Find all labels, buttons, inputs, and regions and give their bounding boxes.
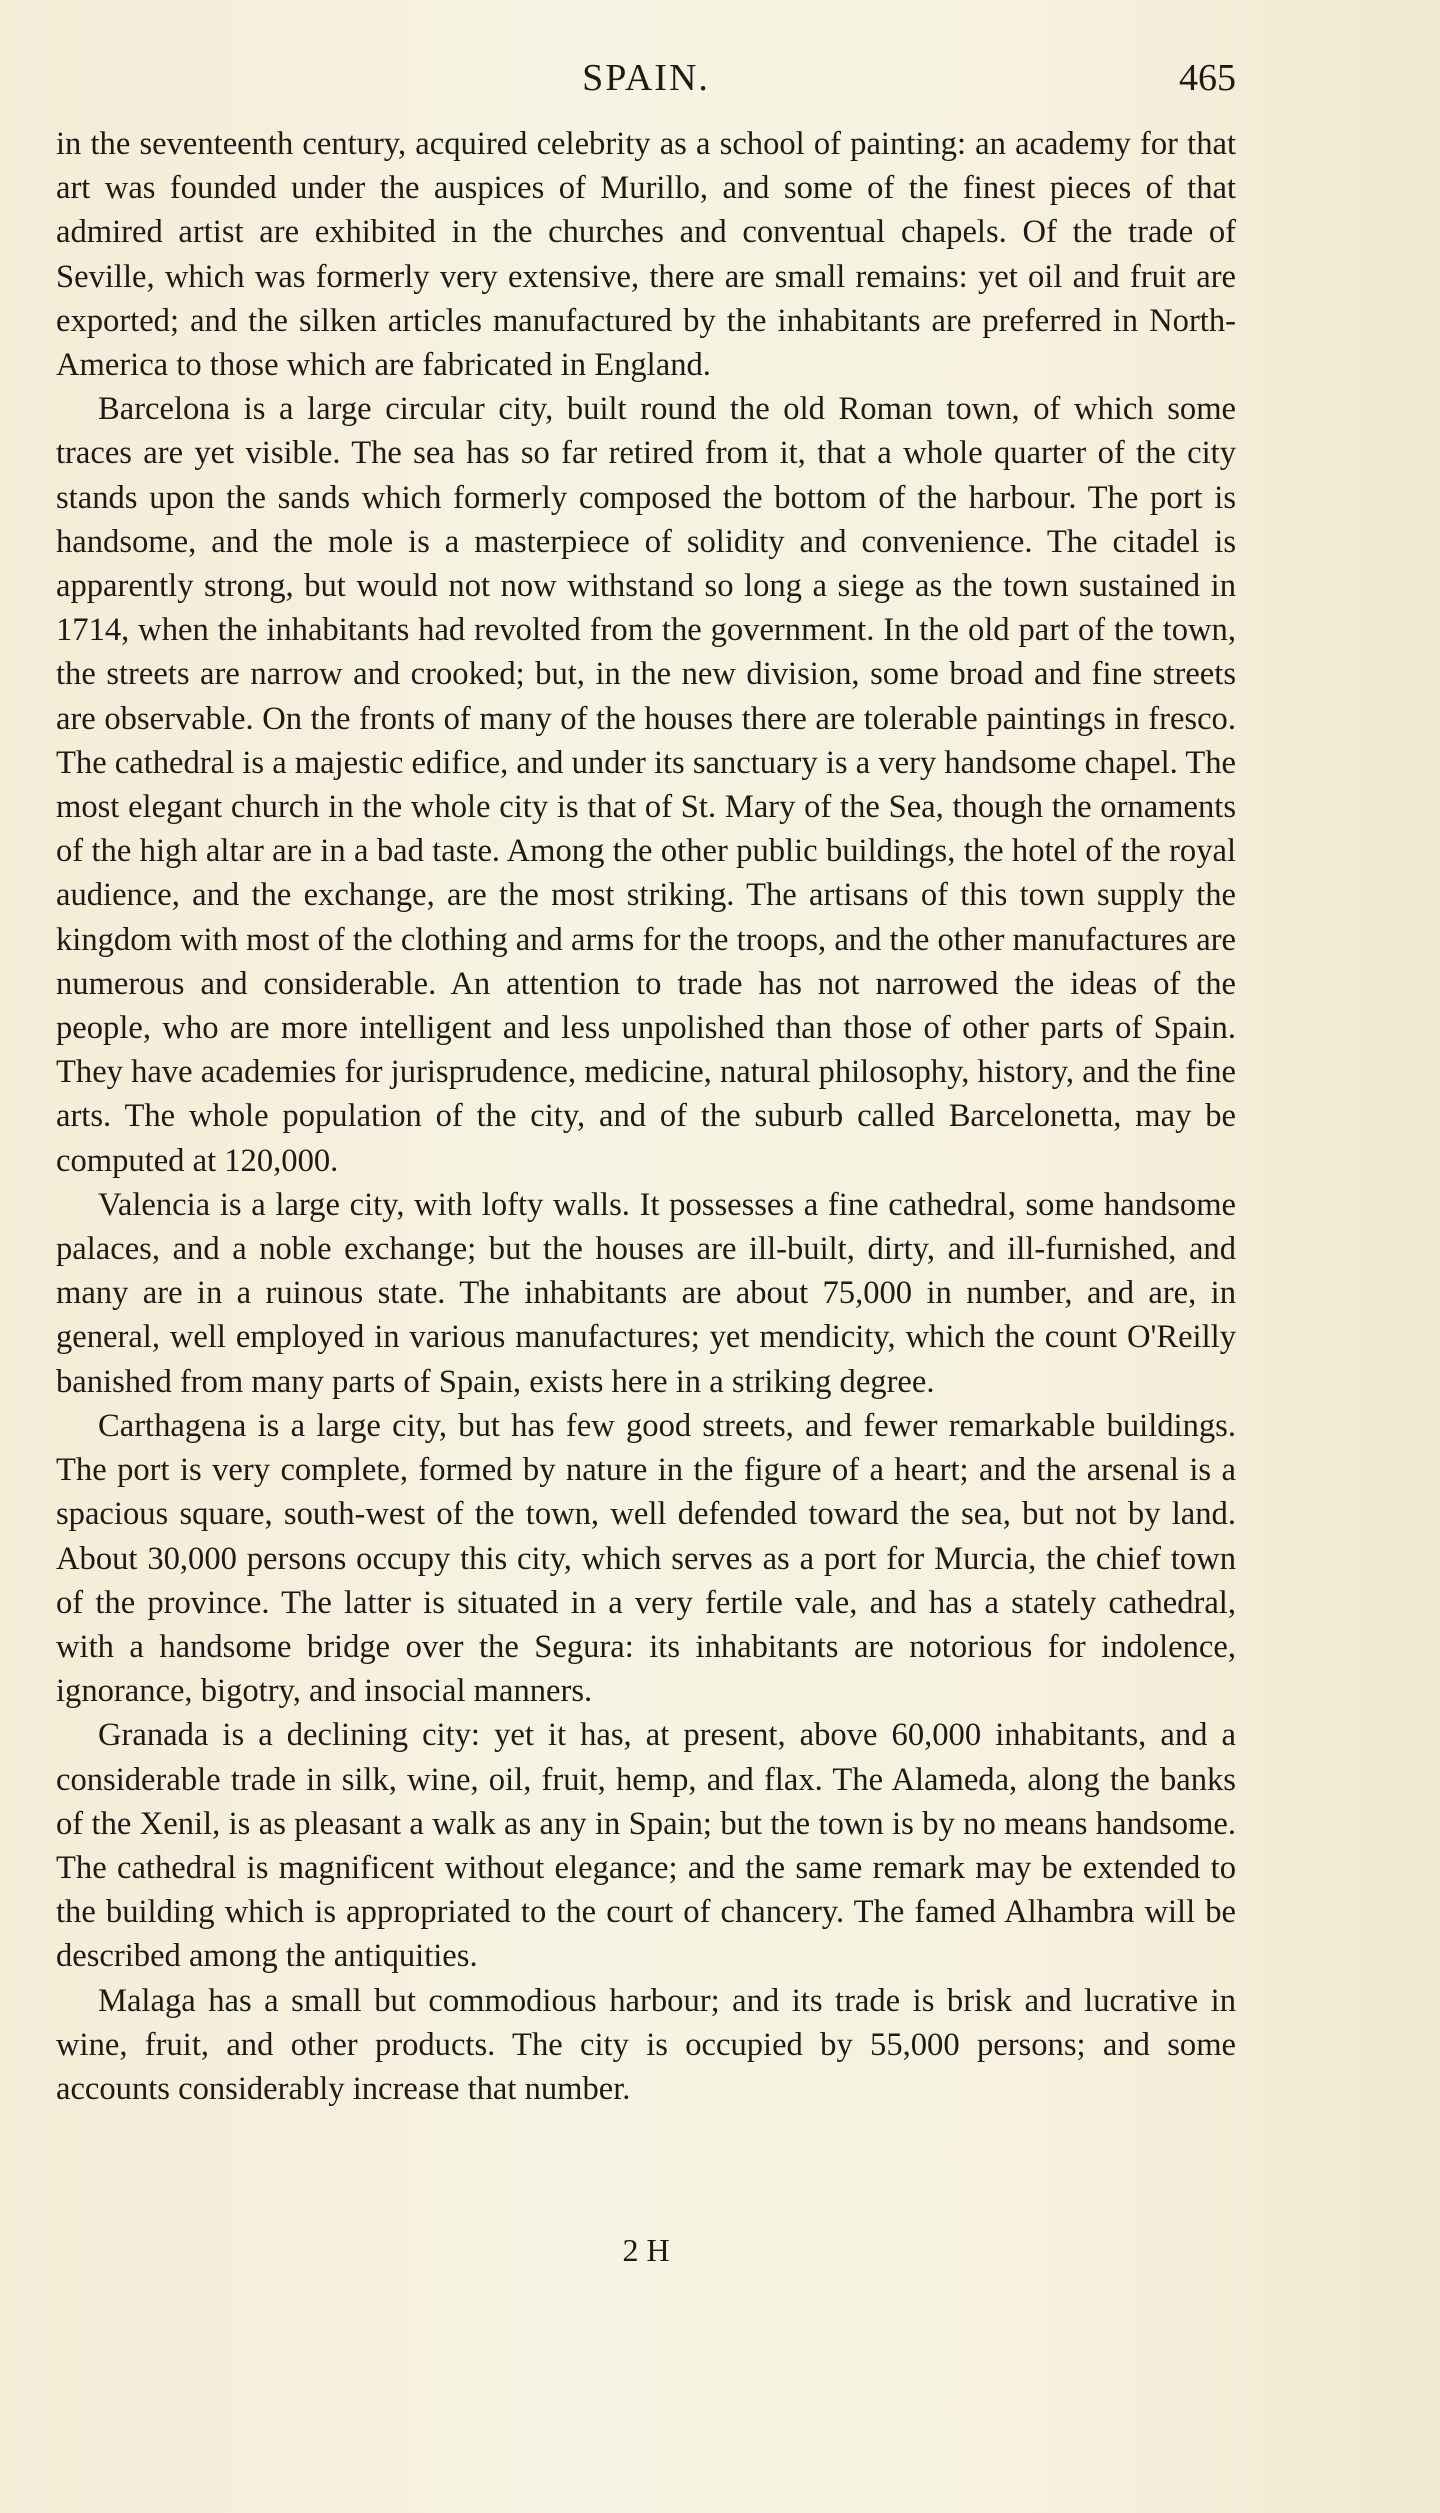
page-number: 465 <box>1179 57 1236 99</box>
paragraph-seville: in the seventeenth century, acquired celebrity as a school of painting: an academy for that art was founded under the auspices of Murillo, and some of the finest pieces of that admired artist are exhibited in the churches and conventual chapels. Of the trade of Seville, which was formerly very extensive, there are small remains: yet oil and fruit are exported; and the silken articles manufactured by the inhabitants are preferred in North-America to those which are fabricated in England. <box>56 126 1236 384</box>
paragraph-valencia: Valencia is a large city, with lofty walls. It possesses a fine cathedral, some handsome palaces, and a noble exchange; but the houses are ill-built, dirty, and ill-furnished, and many are in a ruinous state. The inhabitants are about 75,000 in number, and are, in general, well employed in various manufactures; yet mendicity, which the count O'Reilly banished from many parts of Spain, exists here in a striking degree. <box>56 1186 1236 1400</box>
signature-mark: 2 H <box>622 2232 670 2268</box>
paragraph-malaga: Malaga has a small but commodious harbour; and its trade is brisk and lucrative in wine, fruit, and other products. The city is occupied by 55,000 persons; and some accounts considerably increase that number. <box>56 1982 1236 2107</box>
paragraph-granada: Granada is a declining city: yet it has, at present, above 60,000 inhabitants, and a considerable trade in silk, wine, oil, fruit, hemp, and flax. The Alameda, along the banks of the Xenil, is as pleasant a walk as any in Spain; but the town is by no means handsome. The cathedral is magnificent without elegance; and the same remark may be extended to the building which is appropriated to the court of chancery. The famed Alhambra will be described among the antiquities. <box>56 1717 1236 1975</box>
paragraph-barcelona: Barcelona is a large circular city, built round the old Roman town, of which some traces are yet visible. The sea has so far retired from it, that a whole quarter of the city stands upon the sands which formerly composed the bottom of the harbour. The port is handsome, and the mole is a masterpiece of solidity and convenience. The citadel is apparently strong, but would not now withstand so long a siege as the town sustained in 1714, when the inhabitants had revolted from the government. In the old part of the town, the streets are narrow and crooked; but, in the new division, some broad and fine streets are observable. On the fronts of many of the houses there are tolerable paintings in fresco. The cathedral is a majestic edifice, and under its sanctuary is a very handsome chapel. The most elegant church in the whole city is that of St. Mary of the Sea, though the ornaments of the high altar are in a bad taste. Among the other public buildings, the hotel of the royal audience, and the exchange, are the most striking. The artisans of this town supply the kingdom with most of the clothing and arms for the troops, and the other manufactures are numerous and considerable. An attention to trade has not narrowed the ideas of the people, who are more intelligent and less unpolished than those of other parts of Spain. They have academies for jurisprudence, medicine, natural philosophy, history, and the fine arts. The whole population of the city, and of the suburb called Barcelonetta, may be computed at 120,000. <box>56 391 1236 1179</box>
paragraph-carthagena: Carthagena is a large city, but has few good streets, and fewer remarkable buildings. The port is very complete, formed by nature in the figure of a heart; and the arsenal is a spacious square, south-west of the town, well defended toward the sea, but not by land. About 30,000 persons occupy this city, which serves as a port for Murcia, the chief town of the province. The latter is situated in a very fertile vale, and has a stately cathedral, with a handsome bridge over the Segura: its inhabitants are notorious for indolence, ignorance, bigotry, and insocial manners. <box>56 1407 1236 1710</box>
running-title: SPAIN. <box>582 57 710 99</box>
page-header <box>56 52 1236 112</box>
body-text <box>56 122 1236 2111</box>
